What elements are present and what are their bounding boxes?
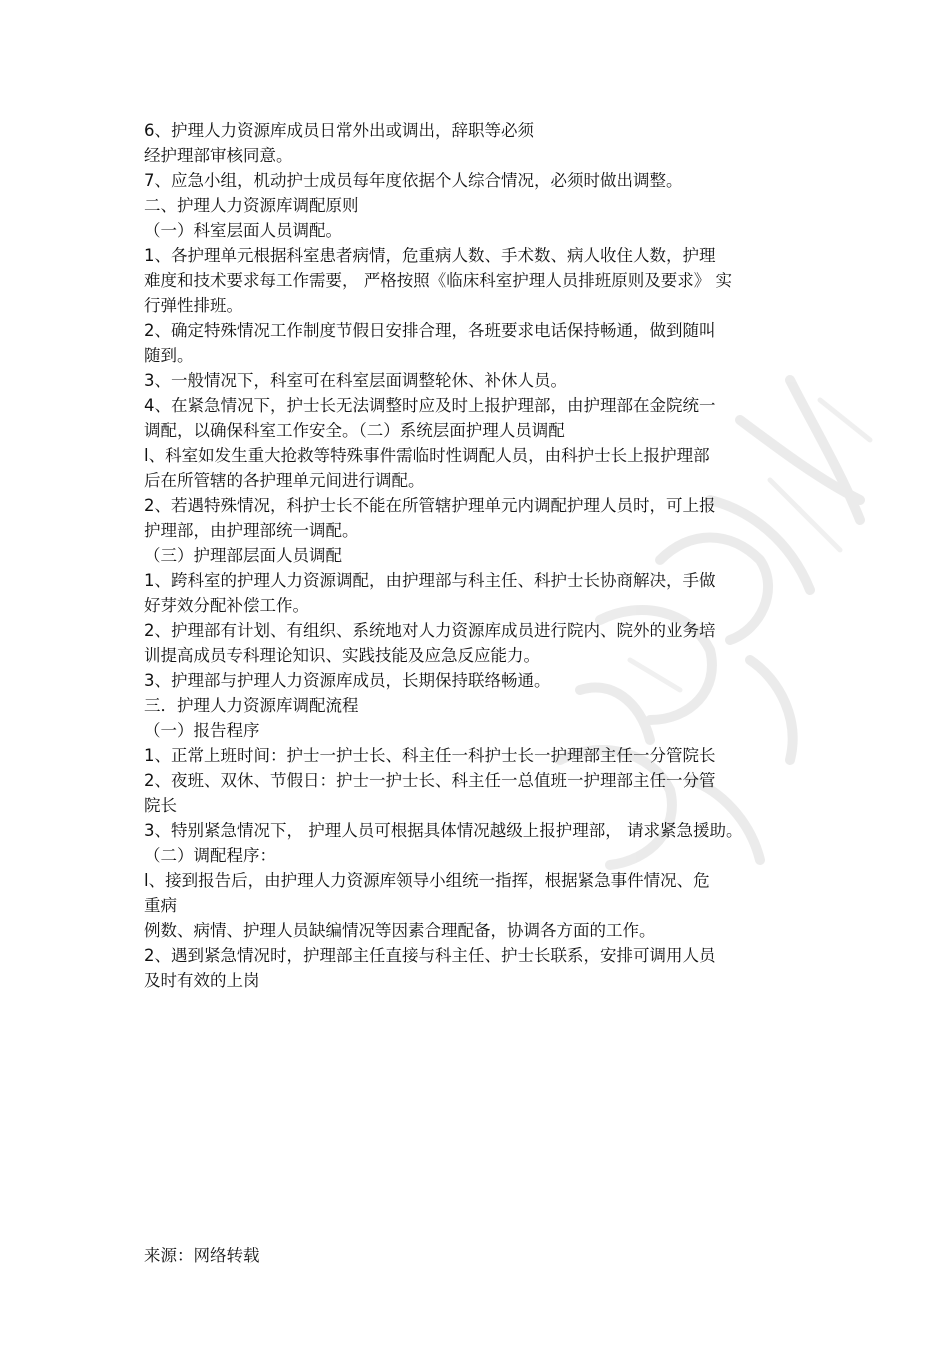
- text-line: 护理部，由护理部统一调配。: [144, 521, 359, 540]
- text-line: 3、护理部与护理人力资源库成员，长期保持联络畅通。: [144, 671, 551, 690]
- text-line: 随到。: [144, 346, 194, 365]
- text-line: 1、各护理单元根据科室患者病情，危重病人数、手术数、病人收住人数，护理: [144, 246, 716, 265]
- subsection-heading: （一）科室层面人员调配。: [144, 221, 342, 240]
- text-line: 训提高成员专科理论知识、实践技能及应急反应能力。: [144, 646, 540, 665]
- text-line: 调配，以确保科室工作安全。（二）系统层面护理人员调配: [144, 421, 565, 440]
- text-line: l、科室如发生重大抢救等特殊事件需临时性调配人员，由科护士长上报护理部: [144, 446, 710, 465]
- text-line: 2、确定特殊情况工作制度节假日安排合理，各班要求电话保持畅通，做到随叫: [144, 321, 716, 340]
- text-line: 2、若遇特殊情况，科护士长不能在所管辖护理单元内调配护理人员时，可上报: [144, 496, 716, 515]
- subsection-heading: （三）护理部层面人员调配: [144, 546, 342, 565]
- text-line: 2、遇到紧急情况时，护理部主任直接与科主任、护士长联系，安排可调用人员: [144, 946, 716, 965]
- text-line: l、接到报告后，由护理人力资源库领导小组统一指挥，根据紧急事件情况、危: [144, 871, 710, 890]
- subsection-heading: （一）报告程序: [144, 721, 260, 740]
- text-line: 好芽效分配补偿工作。: [144, 596, 309, 615]
- text-line: 7、应急小组，机动护士成员每年度依据个人综合情况，必须时做出调整。: [144, 171, 683, 190]
- text-line: 院长: [144, 796, 177, 815]
- text-line: 6、护理人力资源库成员日常外出或调出，辞职等必须: [144, 121, 534, 140]
- text-line: 行弹性排班。: [144, 296, 243, 315]
- text-line: 2、护理部有计划、有组织、系统地对人力资源库成员进行院内、院外的业务培: [144, 621, 716, 640]
- text-line: 1、正常上班时间：护士一护士长、科主任一科护士长一护理部主任一分管院长: [144, 746, 716, 765]
- document-body: [144, 118, 824, 993]
- text-line: 1、跨科室的护理人力资源调配，由护理部与科主任、科护士长协商解决，手做: [144, 571, 716, 590]
- text-line: 3、特别紧急情况下， 护理人员可根据具体情况越级上报护理部， 请求紧急援助。: [144, 821, 743, 840]
- text-line: 3、一般情况下，科室可在科室层面调整轮休、补休人员。: [144, 371, 567, 390]
- section-heading: 三．护理人力资源库调配流程: [144, 696, 359, 715]
- text-line: 重病: [144, 896, 177, 915]
- text-line: 难度和技术要求每工作需要， 严格按照《临床科室护理人员排班原则及要求》 实: [144, 271, 732, 290]
- source-note: 来源：网络转载: [144, 1246, 260, 1265]
- section-heading: 二、护理人力资源库调配原则: [144, 196, 359, 215]
- text-line: 经护理部审核同意。: [144, 146, 293, 165]
- text-line: 及时有效的上岗: [144, 971, 260, 990]
- text-line: 后在所管辖的各护理单元间进行调配。: [144, 471, 425, 490]
- subsection-heading: （二）调配程序：: [144, 846, 276, 865]
- text-line: 2、夜班、双休、节假日：护士一护士长、科主任一总值班一护理部主任一分管: [144, 771, 716, 790]
- text-line: 4、在紧急情况下，护士长无法调整时应及时上报护理部，由护理部在金院统一: [144, 396, 716, 415]
- text-line: 例数、病情、护理人员缺编情况等因素合理配备，协调各方面的工作。: [144, 921, 656, 940]
